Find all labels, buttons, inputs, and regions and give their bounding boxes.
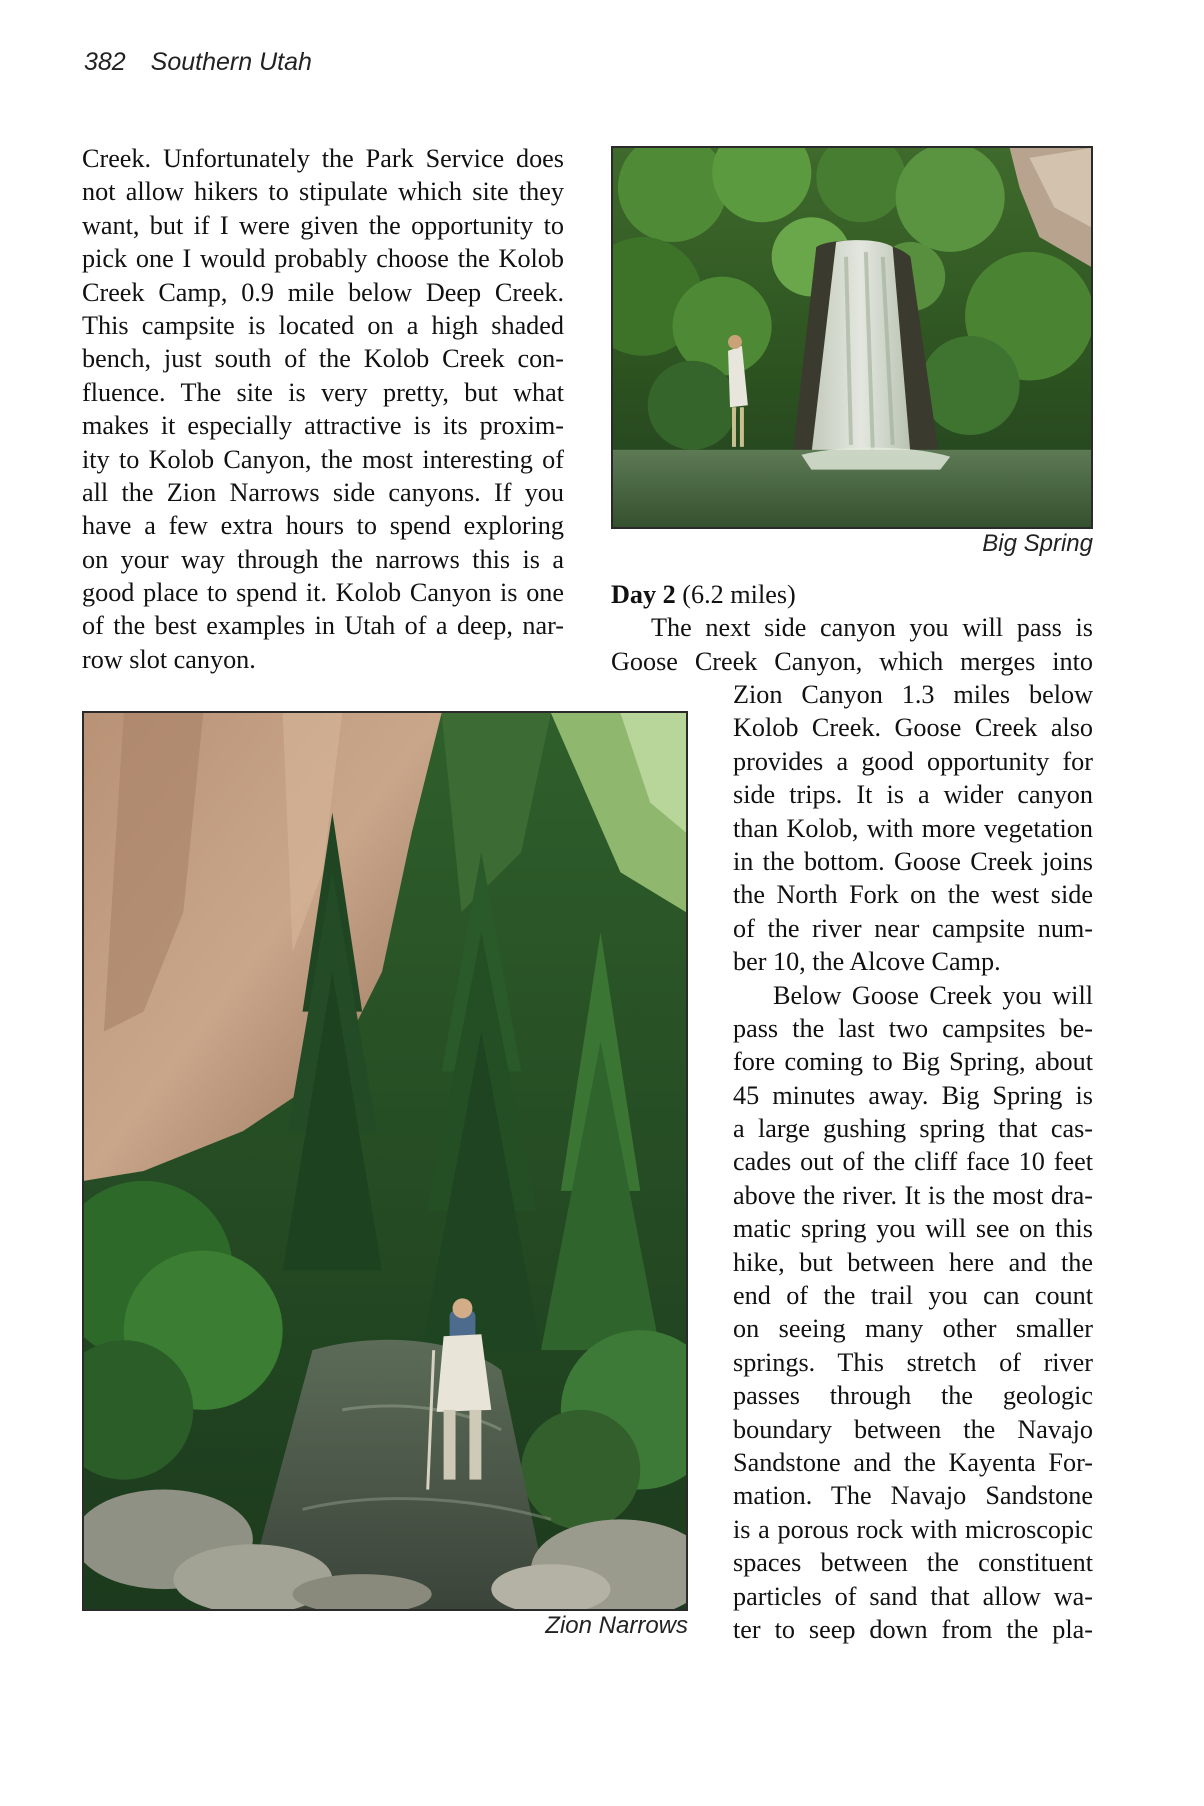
text-line: of the river near campsite num- <box>733 913 1093 943</box>
text-line: have a few extra hours to spend exploring <box>82 511 564 541</box>
text-line: This campsite is located on a high shaded <box>82 310 564 340</box>
day-heading <box>611 578 1093 611</box>
text-line: than Kolob, with more vegetation <box>733 813 1093 843</box>
text-line: a large gushing spring that cas- <box>733 1114 1093 1144</box>
text-line: fluence. The site is very pretty, but what <box>82 377 564 407</box>
big-spring-caption: Big Spring <box>982 530 1093 557</box>
text-line: mation. The Navajo Sandstone <box>733 1481 1093 1511</box>
zion-narrows-photo <box>82 711 688 1611</box>
text-line: in the bottom. Goose Creek joins <box>733 846 1093 876</box>
text-line: side trips. It is a wider canyon <box>733 780 1093 810</box>
text-line: boundary between the Navajo <box>733 1414 1093 1444</box>
text-line: is a porous rock with microscopic <box>733 1514 1093 1544</box>
text-line: provides a good opportunity for <box>733 746 1093 776</box>
text-line: spaces between the constituent <box>733 1548 1093 1578</box>
text-line: Kolob Creek. Goose Creek also <box>733 713 1093 743</box>
right-column-text-narrow <box>733 678 1093 1646</box>
text-line: want, but if I were given the opportunity to <box>82 210 564 240</box>
text-line: Below Goose Creek you will <box>773 980 1093 1010</box>
text-line: Creek Camp, 0.9 mile below Deep Creek. <box>82 277 564 307</box>
text-line: good place to spend it. Kolob Canyon is one <box>82 578 564 608</box>
text-line: pick one I would probably choose the Kolob <box>82 244 564 274</box>
text-line: ity to Kolob Canyon, the most interesting of <box>82 444 564 474</box>
text-line: Sandstone and the Kayenta For- <box>733 1447 1093 1477</box>
text-line: matic spring you will see on this <box>733 1214 1093 1244</box>
text-line: particles of sand that allow wa- <box>733 1581 1093 1611</box>
text-line: Zion Canyon 1.3 miles below <box>733 680 1093 709</box>
day-label: Day 2 <box>611 580 676 609</box>
left-column-text <box>82 142 564 676</box>
text-line: ter to seep down from the pla- <box>733 1614 1093 1644</box>
page-number: 382 <box>84 48 126 76</box>
text-line: on your way through the narrows this is a <box>82 544 564 574</box>
text-line: hike, but between here and the <box>733 1247 1093 1277</box>
text-line: 45 minutes away. Big Spring is <box>733 1080 1093 1110</box>
text-line: ber 10, the Alcove Camp. <box>733 947 1001 977</box>
text-line: fore coming to Big Spring, about <box>733 1047 1093 1077</box>
text-line: Creek. Unfortunately the Park Service does <box>82 144 564 173</box>
running-header <box>84 48 312 77</box>
text-line: not allow hikers to stipulate which site they <box>82 177 564 207</box>
big-spring-photo <box>611 146 1093 529</box>
text-line: cades out of the cliff face 10 feet <box>733 1147 1093 1177</box>
text-line: end of the trail you can count <box>733 1281 1093 1311</box>
running-title: Southern Utah <box>150 48 312 76</box>
text-line: Goose Creek Canyon, which merges into <box>611 646 1093 676</box>
right-column-text-wide <box>611 578 1093 678</box>
text-line: all the Zion Narrows side canyons. If you <box>82 477 564 507</box>
text-line: above the river. It is the most dra- <box>733 1180 1093 1210</box>
text-line: springs. This stretch of river <box>733 1347 1093 1377</box>
text-line: The next side canyon you will pass is <box>651 613 1093 643</box>
text-line: makes it especially attractive is its proxim- <box>82 411 564 441</box>
text-line: of the best examples in Utah of a deep, nar- <box>82 611 564 641</box>
text-line: on seeing many other smaller <box>733 1314 1093 1344</box>
text-line: pass the last two campsites be- <box>733 1013 1093 1043</box>
zion-narrows-caption: Zion Narrows <box>545 1612 688 1639</box>
text-line: the North Fork on the west side <box>733 880 1093 910</box>
text-line: bench, just south of the Kolob Creek con- <box>82 344 564 374</box>
text-line: passes through the geologic <box>733 1381 1093 1411</box>
day-distance: (6.2 miles) <box>682 580 796 609</box>
text-line: row slot canyon. <box>82 644 256 674</box>
